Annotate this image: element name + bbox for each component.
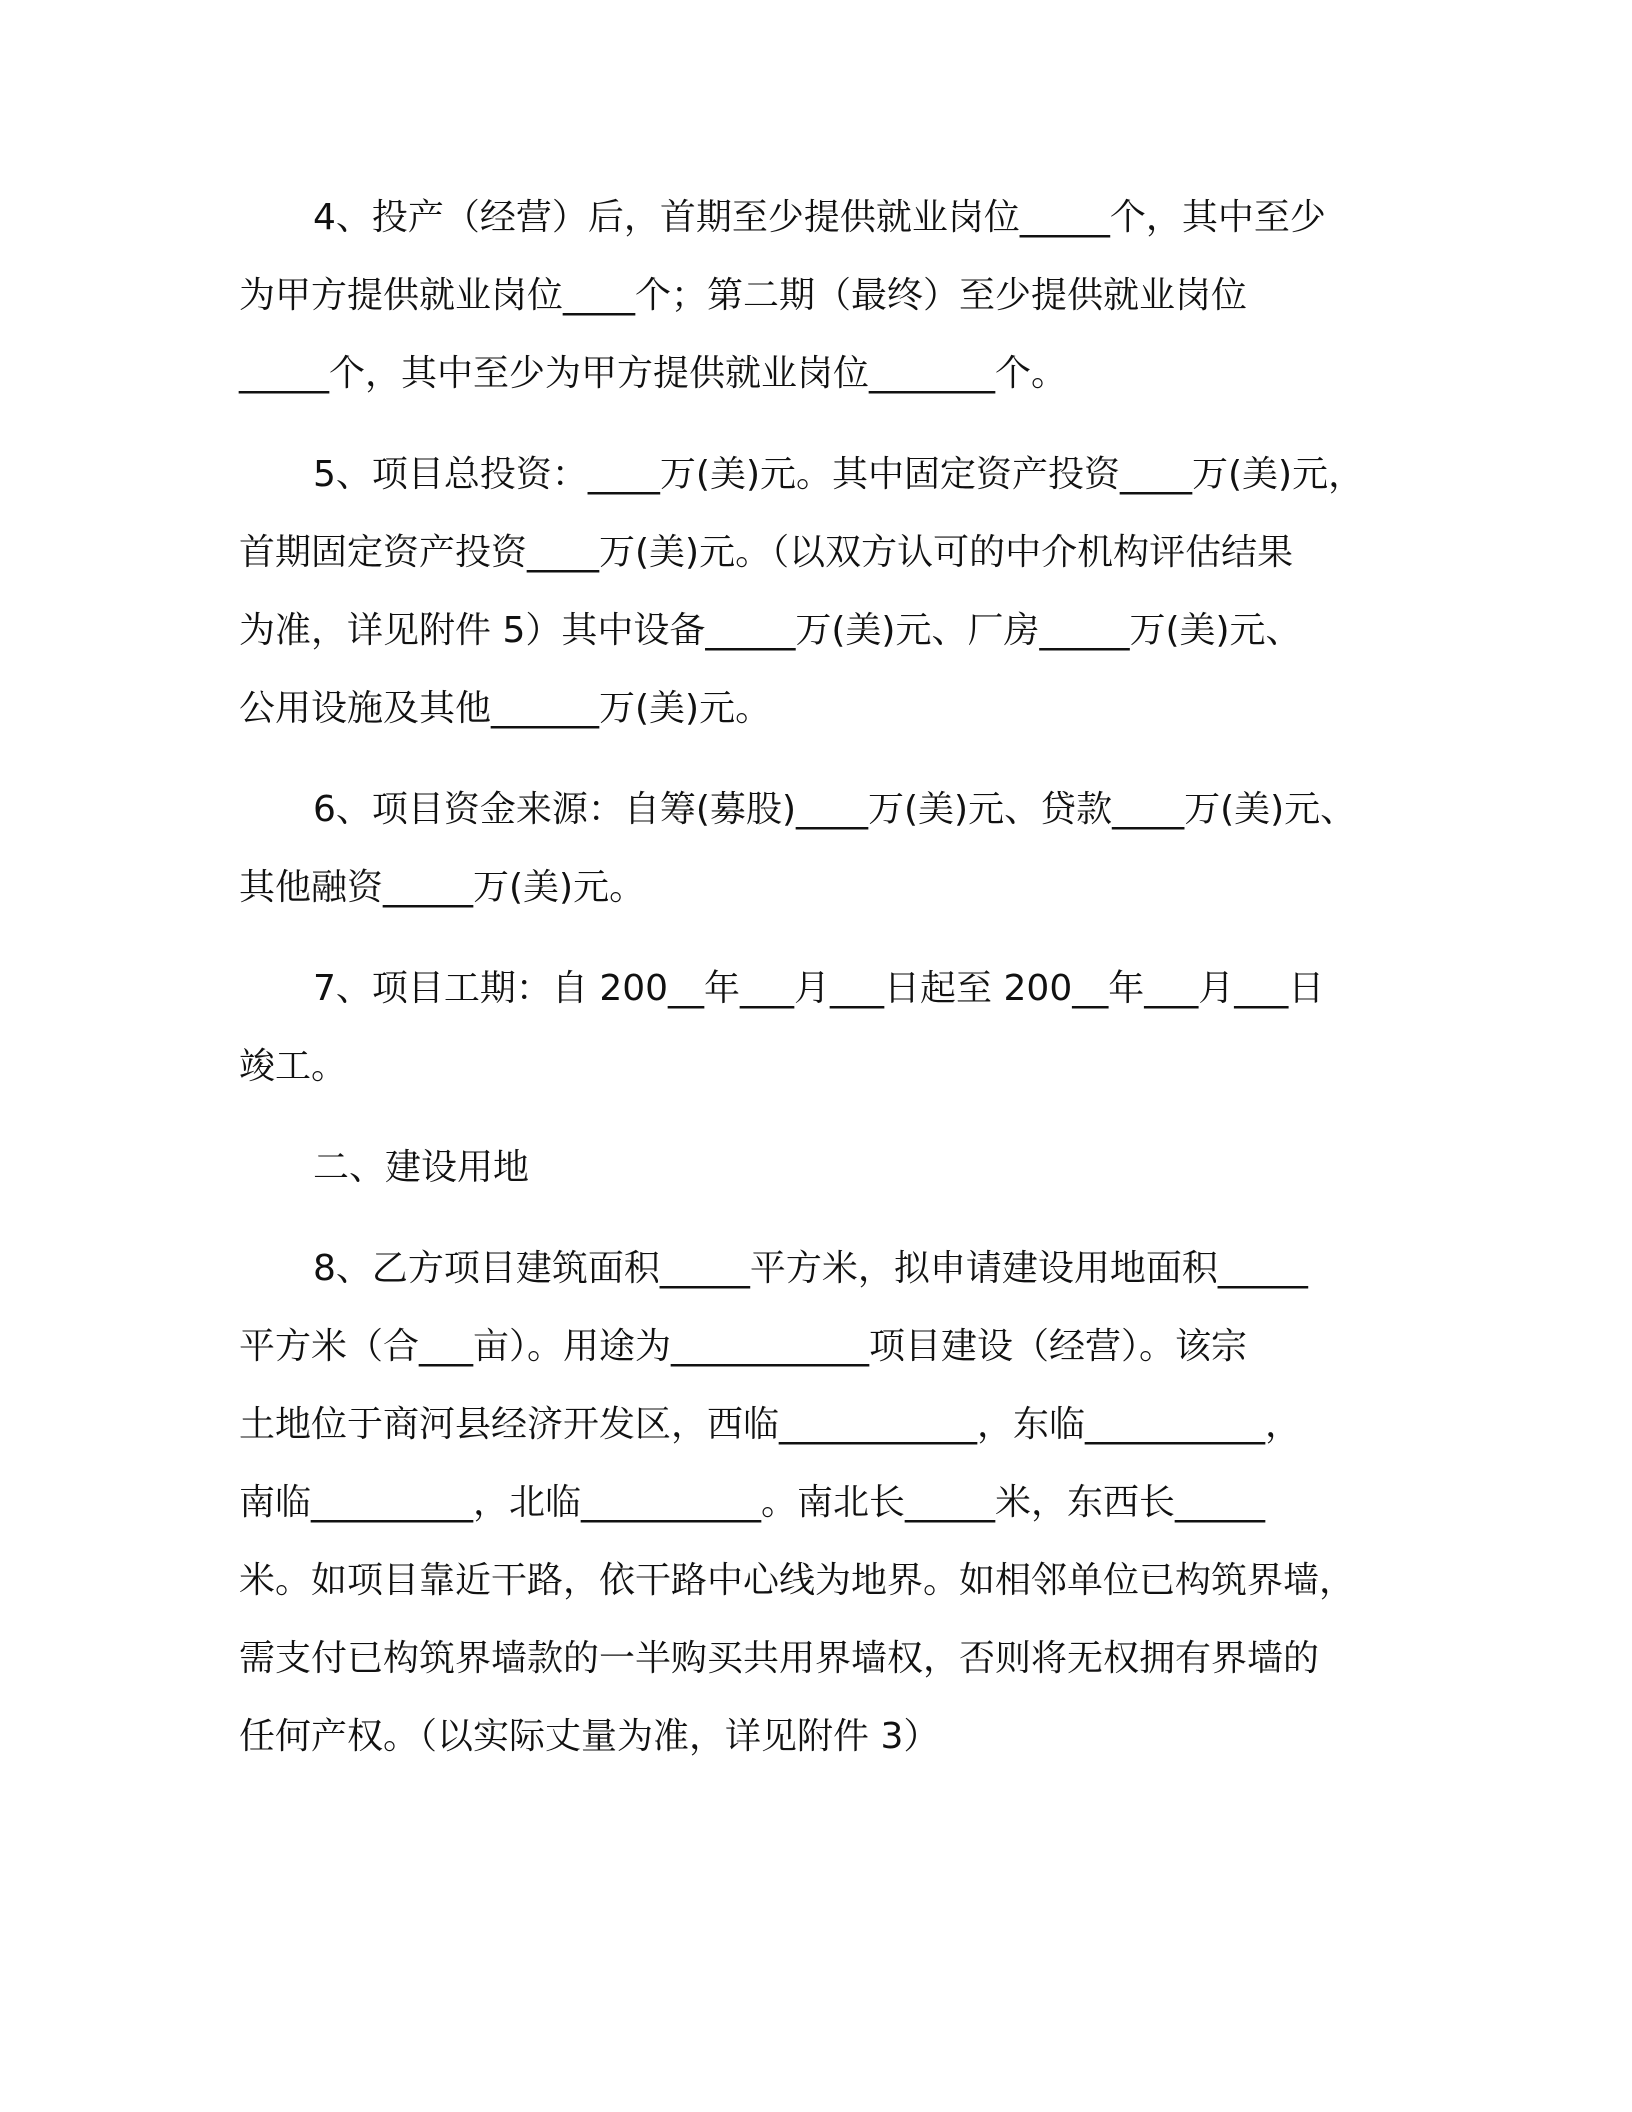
clause-5-line-3: 为准，详见附件 5）其中设备_____万(美)元、厂房_____万(美)元、	[239, 610, 1302, 651]
clause-8-line-7: 任何产权。（以实际丈量为准，详见附件 3）	[239, 1716, 940, 1757]
clause-6-line-1: 6、项目资金来源：自筹(募股)____万(美)元、贷款____万(美)元、	[313, 789, 1357, 830]
clause-7-line-2: 竣工。	[239, 1046, 348, 1087]
clause-8-line-5: 米。如项目靠近干路，依干路中心线为地界。如相邻单位已构筑界墙，	[239, 1560, 1356, 1601]
clause-8-line-1: 8、乙方项目建筑面积_____平方米，拟申请建设用地面积_____	[313, 1248, 1308, 1289]
clause-8-line-2: 平方米（合___亩）。用途为___________项目建设（经营）。该宗	[239, 1326, 1248, 1367]
clause-8-line-4: 南临_________，北临__________。南北长_____米，东西长_____	[239, 1482, 1266, 1523]
clause-6-line-2: 其他融资_____万(美)元。	[239, 867, 646, 908]
clause-8-line-6: 需支付已构筑界墙款的一半购买共用界墙权，否则将无权拥有界墙的	[239, 1638, 1320, 1679]
section-heading-construction-land: 二、建设用地	[313, 1147, 530, 1188]
clause-5-line-4: 公用设施及其他______万(美)元。	[239, 688, 772, 729]
clause-7-line-1: 7、项目工期：自 200__年___月___日起至 200__年___月___日	[313, 968, 1325, 1009]
clause-5-line-1: 5、项目总投资：____万(美)元。其中固定资产投资____万(美)元，	[313, 454, 1365, 495]
clause-4-line-1: 4、投产（经营）后，首期至少提供就业岗位_____个，其中至少	[313, 197, 1326, 238]
clause-4-line-2: 为甲方提供就业岗位____个；第二期（最终）至少提供就业岗位	[239, 275, 1248, 316]
clause-5-line-2: 首期固定资产投资____万(美)元。（以双方认可的中介机构评估结果	[239, 532, 1294, 573]
clause-8-line-3: 土地位于商河县经济开发区，西临___________，东临__________，	[239, 1404, 1302, 1445]
clause-4-line-3: _____个，其中至少为甲方提供就业岗位_______个。	[239, 353, 1068, 394]
